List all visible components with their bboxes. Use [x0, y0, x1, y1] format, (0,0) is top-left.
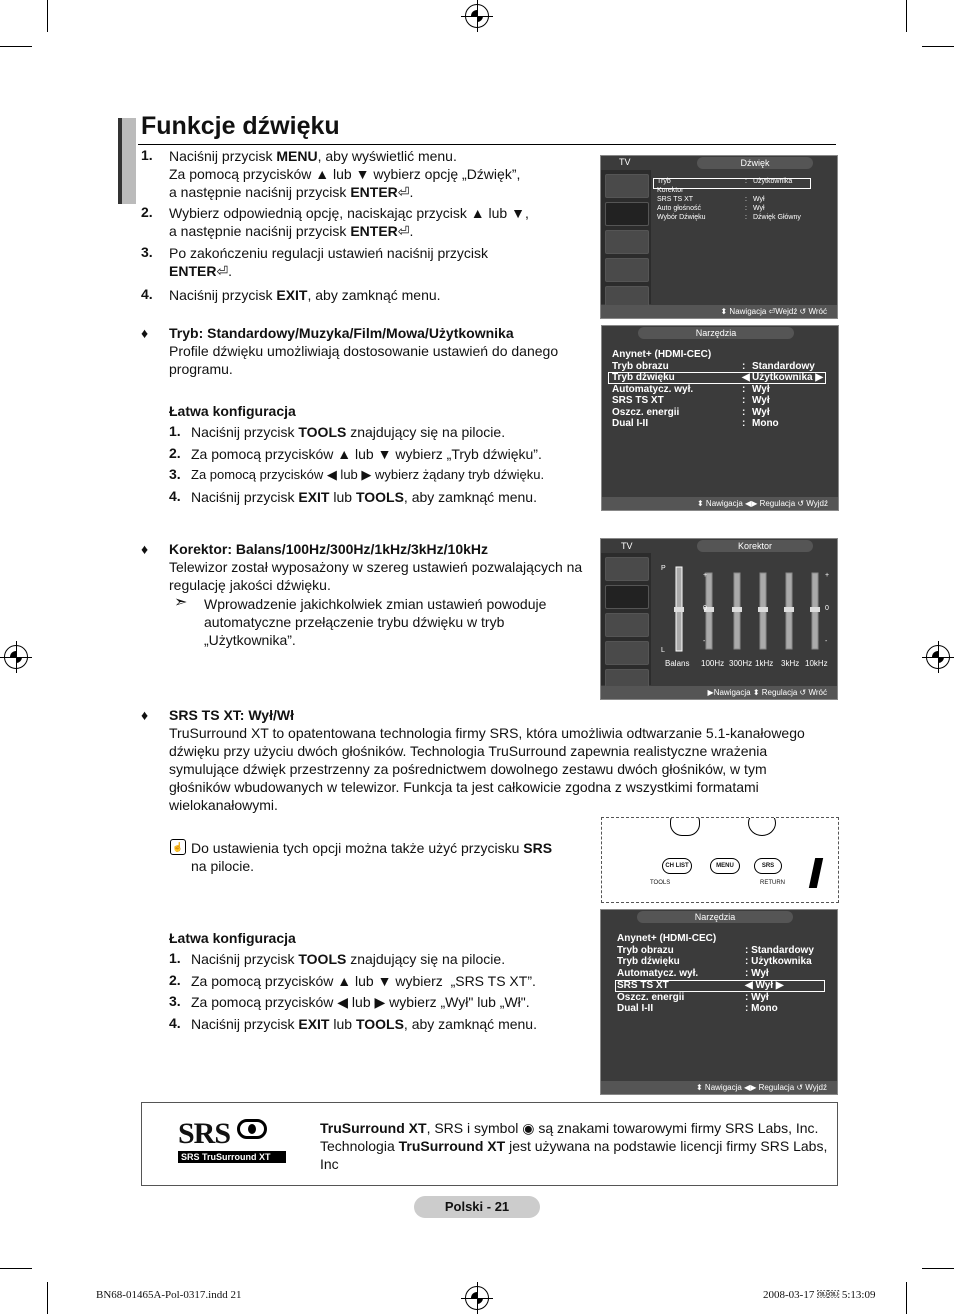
easy-step-text: Naciśnij przycisk TOOLS znajdujący się na pilocie.: [191, 424, 506, 440]
eq-scale-mark: 0: [825, 605, 829, 612]
equalizer-screen: [600, 538, 838, 700]
eq-slider-knob[interactable]: [674, 607, 684, 612]
sound-icon[interactable]: [605, 585, 649, 609]
step-number: 3.: [141, 244, 153, 260]
menu-row-cell: Automatycz. wył.: [612, 383, 694, 395]
eq-scale-mark: 0: [703, 605, 707, 612]
eq-slider-knob[interactable]: [732, 607, 742, 612]
menu-row-cell: :: [742, 383, 746, 395]
crop-mark: [47, 0, 48, 32]
menu-row-cell: :: [745, 205, 747, 212]
menu-row-cell: Anynet+ (HDMI-CEC): [617, 933, 717, 944]
easy-step-text: Naciśnij przycisk TOOLS znajdujący się na pilocie.: [191, 951, 506, 967]
menu-row-cell: Anynet+ (HDMI-CEC): [612, 349, 712, 360]
menu-button[interactable]: MENU: [710, 858, 740, 874]
menu-row-cell: Dual I-II: [617, 1003, 654, 1015]
menu-row-cell: : Standardowy: [745, 944, 814, 956]
menu-header: Narzędzia: [637, 911, 793, 923]
menu-header: Narzędzia: [638, 327, 794, 339]
menu-row-cell: Oszcz. energii: [617, 991, 685, 1003]
step-number: 2.: [141, 204, 153, 220]
srs-button[interactable]: SRS: [754, 858, 782, 874]
ch-list-button[interactable]: CH LIST: [662, 858, 692, 874]
picture-icon[interactable]: [605, 557, 649, 581]
menu-row-cell: : Wył: [745, 968, 769, 980]
menu-row-cell: :: [742, 406, 746, 418]
srs-logo-text: SRS: [178, 1117, 231, 1150]
eq-scale-mark: -: [825, 638, 828, 645]
bullet3-note: Do ustawienia tych opcji można także użyć przycisku SRS na pilocie.: [191, 840, 553, 874]
easy-step-text: Naciśnij przycisk EXIT lub TOOLS, aby zamknąć menu.: [191, 488, 537, 505]
page-title: Funkcje dźwięku: [141, 112, 340, 140]
crop-mark: [922, 46, 954, 47]
easy-step-number: 3.: [169, 466, 181, 482]
easy-step-number: 4.: [169, 1014, 181, 1031]
setup-icon[interactable]: [605, 641, 649, 665]
crop-mark: [922, 1268, 954, 1269]
crop-mark: [906, 0, 907, 32]
remote-control-image: [601, 817, 839, 903]
eq-slider-knob[interactable]: [810, 607, 820, 612]
menu-row-cell: Mono: [752, 418, 779, 429]
note-arrow-icon: ➣: [174, 594, 188, 611]
menu-sidebar: [601, 170, 651, 304]
menu-row-cell: Tryb dźwięku: [612, 372, 675, 383]
menu-row-cell: Wył: [752, 395, 770, 406]
menu-row-cell: Wył: [753, 196, 765, 203]
menu-row-cell: SRS TS XT: [612, 395, 664, 406]
down-button[interactable]: [748, 817, 776, 836]
srs-logo: [178, 1119, 286, 1165]
crop-mark: [47, 1282, 48, 1314]
menu-row-cell: Tryb obrazu: [617, 944, 674, 956]
balance-bottom-label: L: [661, 647, 665, 654]
menu-row-cell: Użytkownika ▶: [752, 372, 824, 383]
eq-scale-mark: +: [703, 572, 708, 579]
crop-mark: [0, 1268, 32, 1269]
menu-row-cell: : Mono: [745, 1003, 778, 1015]
step-text: Naciśnij przycisk EXIT, aby zamknąć menu.: [169, 287, 441, 303]
bullet2-heading: Korektor: Balans/100Hz/300Hz/1kHz/3kHz/10kHz: [169, 541, 489, 557]
balance-top-label: P: [661, 565, 666, 572]
menu-footer: ⬍ Nawigacja ◀▶ Regulacja ↺ Wyjdź: [601, 1081, 837, 1094]
setup-icon[interactable]: [605, 258, 649, 282]
tools-label: TOOLS: [650, 880, 671, 886]
menu-row-cell: ◀ Wył ▶: [745, 979, 784, 991]
srs-trademark-text: TruSurround XT, SRS i symbol ◉ są znakami towarowymi firmy SRS Labs, Inc. Technologia TruSurround XT jest używana na podstawie licencji firmy SRS Labs, Inc: [320, 1120, 828, 1172]
easy-step-number: 2.: [169, 444, 181, 461]
menu-row-cell: Dual I-II: [612, 418, 649, 429]
menu-row-cell: Wył: [752, 383, 770, 395]
menu-row-cell: : Użytkownika: [745, 956, 812, 968]
menu-row-cell: ◀: [742, 372, 750, 383]
menu-row-cell: :: [745, 178, 747, 185]
title-bar-decoration: [118, 118, 136, 204]
menu-header: Dźwięk: [697, 157, 813, 169]
eq-band-label: 10kHz: [805, 659, 828, 668]
eq-slider-knob[interactable]: [784, 607, 794, 612]
step-text: Naciśnij przycisk MENU, aby wyświetlić menu. Za pomocą przycisków ▲ lub ▼ wybierz opcję „Dźwięk”, a następnie naciśnij przycisk ENTER⏎.: [169, 148, 521, 200]
picture-icon[interactable]: [605, 174, 649, 198]
easy-step-text: Za pomocą przycisków ▲ lub ▼ wybierz „Tryb dźwięku”.: [191, 445, 542, 462]
crop-mark: [0, 46, 32, 47]
eq-band-label: 300Hz: [729, 659, 753, 668]
easy-step-text: Za pomocą przycisków ▲ lub ▼ wybierz „SRS TS XT”.: [191, 972, 536, 989]
menu-row-cell: Wył: [752, 406, 770, 418]
bullet1-heading: Tryb: Standardowy/Muzyka/Film/Mowa/Użytkownika: [169, 325, 514, 341]
eq-scale-mark: +: [825, 572, 830, 579]
bullet-icon: ♦: [141, 707, 149, 723]
footer-date: 2008-03-17 ￼￼ 5:13:09: [763, 1289, 876, 1301]
menu-row-cell: Standardowy: [752, 360, 815, 372]
menu-footer: ▶Nawigacja ⬍ Regulacja ↺ Wróć: [601, 686, 837, 699]
menu-row-cell: :: [745, 196, 747, 203]
menu-row-cell: Tryb: [657, 178, 671, 185]
eq-scale-mark: -: [703, 638, 706, 645]
bullet3-heading: SRS TS XT: Wył/Wł: [169, 707, 294, 723]
menu-header: Korektor: [697, 540, 813, 552]
easy-step-number: 4.: [169, 487, 181, 504]
equalizer-sliders[interactable]: [659, 563, 835, 657]
menu-row-cell: :: [742, 395, 746, 406]
tools-menu-srs-screen: [600, 909, 838, 1095]
channel-icon[interactable]: [605, 613, 649, 637]
menu-row-cell: :: [742, 418, 746, 429]
easy-setup-title: Łatwa konfiguracja: [169, 403, 296, 419]
easy-step-number: 1.: [169, 423, 181, 439]
srs-symbol-icon: [237, 1119, 267, 1139]
eq-band-label: 1kHz: [755, 659, 774, 668]
bullet3-text: TruSurround XT to opatentowana technologia firmy SRS, która umożliwia odtwarzanie 5.1-kanałowego dźwięku przy użyciu dwóch głośników. Technologia TruSurround zapewnia realistyczne wrażenia symulujące dźwięk przestrzenny za pośrednictwem dowolnego zestawu dwóch głośników, w tym głośników wbudowanych w telewizor. Funkcja ta jest całkowicie zgodna z wszystkimi formatami wielokanałowymi.: [169, 725, 805, 813]
page-number: Polski - 21: [414, 1196, 540, 1218]
menu-row-cell: Automatycz. wył.: [617, 968, 699, 980]
menu-row-cell: Korektor: [657, 187, 684, 194]
menu-row-cell: :: [742, 360, 746, 372]
footer-file-info: BN68-01465A-Pol-0317.indd 21: [96, 1289, 242, 1301]
bullet1-text: Profile dźwięku umożliwiają dostosowanie ustawień do danego programu.: [169, 343, 559, 377]
srs-trademark-box: [141, 1102, 838, 1186]
sound-icon[interactable]: [605, 202, 649, 226]
bullet2-note: Wprowadzenie jakichkolwiek zmian ustawień powoduje automatyczne przełączenie trybu dźwięku w tryb „Użytkownika”.: [204, 596, 547, 648]
easy-step-text: Za pomocą przycisków ◀ lub ▶ wybierz „Wył" lub „Wł".: [191, 994, 530, 1010]
menu-sidebar: [601, 553, 651, 685]
step-text: Wybierz odpowiednią opcję, naciskając przycisk ▲ lub ▼, a następnie naciśnij przycisk ENTER⏎.: [169, 205, 529, 239]
menu-row-cell: Dźwięk Główny: [753, 214, 801, 221]
step-number: 1.: [141, 147, 153, 163]
easy-step-number: 3.: [169, 993, 181, 1009]
menu-row-cell: Oszcz. energii: [612, 406, 680, 418]
channel-icon[interactable]: [605, 230, 649, 254]
easy-setup-title: Łatwa konfiguracja: [169, 930, 296, 946]
step-number: 4.: [141, 286, 153, 302]
bullet-icon: ♦: [141, 541, 149, 557]
menu-row-cell: :: [745, 214, 747, 221]
crop-mark: [906, 1282, 907, 1314]
bullet2-text: Telewizor został wyposażony w szereg ustawień pozwalających na regulację jakości dźwięku.: [169, 559, 583, 593]
menu-row-cell: Tryb dźwięku: [617, 956, 680, 968]
registration-mark-icon: [465, 4, 489, 28]
pointer-icon: [809, 858, 823, 888]
menu-row-cell: Tryb obrazu: [612, 360, 669, 372]
minus-button[interactable]: [670, 817, 700, 836]
registration-mark-icon: [4, 645, 28, 669]
title-divider: [138, 144, 836, 145]
tools-menu-screen: [601, 325, 839, 511]
bullet-icon: ♦: [141, 325, 149, 341]
step-text: Po zakończeniu regulacji ustawień naciśnij przycisk ENTER⏎.: [169, 245, 489, 279]
menu-row-cell: SRS TS XT: [657, 196, 694, 203]
note-hand-icon: ☝: [170, 839, 186, 855]
srs-logo-subtitle: SRS TruSurround XT: [178, 1151, 286, 1163]
return-label: RETURN: [760, 880, 785, 886]
menu-row-cell: Wybór Dźwięku: [657, 214, 706, 221]
sound-menu-screen: [600, 155, 838, 319]
easy-step-number: 2.: [169, 971, 181, 988]
menu-row-cell: Auto głośność: [657, 205, 701, 212]
menu-footer: ⬍ Nawigacja ◀▶ Regulacja ↺ Wyjdź: [602, 497, 838, 510]
menu-row-cell: : Wył: [745, 991, 769, 1003]
eq-band-label: 100Hz: [701, 659, 725, 668]
eq-slider-knob[interactable]: [758, 607, 768, 612]
menu-row-cell: Użytkownika: [753, 178, 793, 185]
easy-step-text: Za pomocą przycisków ◀ lub ▶ wybierz żądany tryb dźwięku.: [191, 467, 545, 482]
eq-band-label: Balans: [665, 659, 690, 668]
tv-label: TV: [619, 157, 631, 167]
menu-row-cell: Wył: [753, 205, 765, 212]
menu-footer: ⬍ Nawigacja ⏎Wejdź ↺ Wróć: [601, 305, 837, 318]
easy-step-text: Naciśnij przycisk EXIT lub TOOLS, aby zamknąć menu.: [191, 1015, 537, 1032]
menu-row-cell: SRS TS XT: [617, 979, 669, 991]
registration-mark-icon: [926, 645, 950, 669]
registration-mark-icon: [465, 1286, 489, 1310]
tv-label: TV: [621, 541, 633, 551]
eq-band-label: 3kHz: [781, 659, 800, 668]
easy-step-number: 1.: [169, 950, 181, 966]
